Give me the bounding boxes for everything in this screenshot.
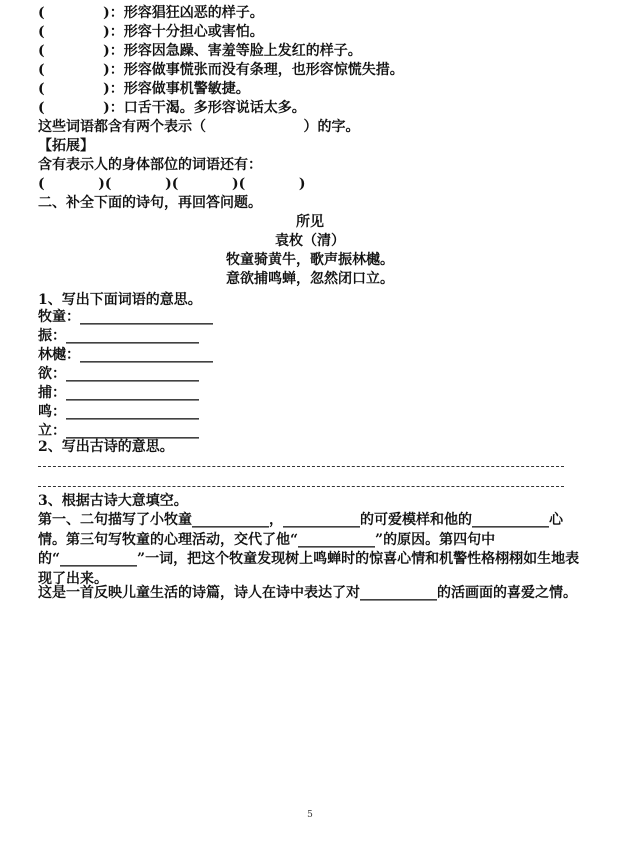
poem-author: 袁枚（清）	[275, 233, 345, 249]
extension-prompt: 含有表示人的身体部位的词语还有：	[38, 157, 262, 173]
word-item: 鸣：___________________	[38, 404, 199, 420]
question-3-title: 3、根据古诗大意填空。	[38, 493, 188, 509]
page-number: 5	[307, 810, 313, 820]
poem-title: 所见	[296, 214, 324, 230]
answer-line	[38, 486, 564, 487]
word-item: 振：___________________	[38, 328, 199, 344]
word-item: 林樾：___________________	[38, 347, 213, 363]
question-2-title: 2、写出古诗的意思。	[38, 439, 174, 455]
idiom-item: ( )：形容做事慌张而没有条理，也形容惊慌失措。	[38, 62, 404, 78]
extension-title: 【拓展】	[38, 138, 94, 154]
answer-line	[38, 466, 564, 467]
idiom-item: ( )：口舌干渴。多形容说话太多。	[38, 100, 306, 116]
idiom-item: ( )：形容十分担心或害怕。	[38, 24, 264, 40]
idiom-item: ( )：形容做事机警敏捷。	[38, 81, 250, 97]
word-item: 欲：___________________	[38, 366, 199, 382]
question-3-paragraph-2: 这是一首反映儿童生活的诗篇，诗人在诗中表达了对___________的活画面的喜爱之情。	[38, 585, 577, 601]
section-two-title: 二、补全下面的诗句，再回答问题。	[38, 195, 262, 211]
extension-blanks: ( )( )( )( )	[38, 176, 306, 192]
word-item: 牧童：___________________	[38, 309, 213, 325]
poem-line-2: 意欲捕鸣蝉，忽然闭口立。	[226, 271, 394, 287]
word-item: 立：___________________	[38, 423, 199, 439]
idiom-item: ( )：形容猖狂凶恶的样子。	[38, 5, 264, 21]
word-item: 捕：___________________	[38, 385, 199, 401]
question-3-paragraph-1: 第一、二句描写了小牧童___________，___________的可爱模样和他的___________心情。第三句写牧童的心理活动，交代了他“___________”的原因。第四句中的“___________”一词，把这个牧童发现树上鸣蝉时的惊喜心情和机警性格栩栩如生地表现了出来。	[38, 512, 580, 587]
question-1-title: 1、写出下面词语的意思。	[38, 292, 202, 308]
summary-line: 这些词语都含有两个表示（ ）的字。	[38, 119, 360, 135]
idiom-item: ( )：形容因急躁、害羞等脸上发红的样子。	[38, 43, 362, 59]
poem-line-1: 牧童骑黄牛，歌声振林樾。	[226, 252, 394, 268]
